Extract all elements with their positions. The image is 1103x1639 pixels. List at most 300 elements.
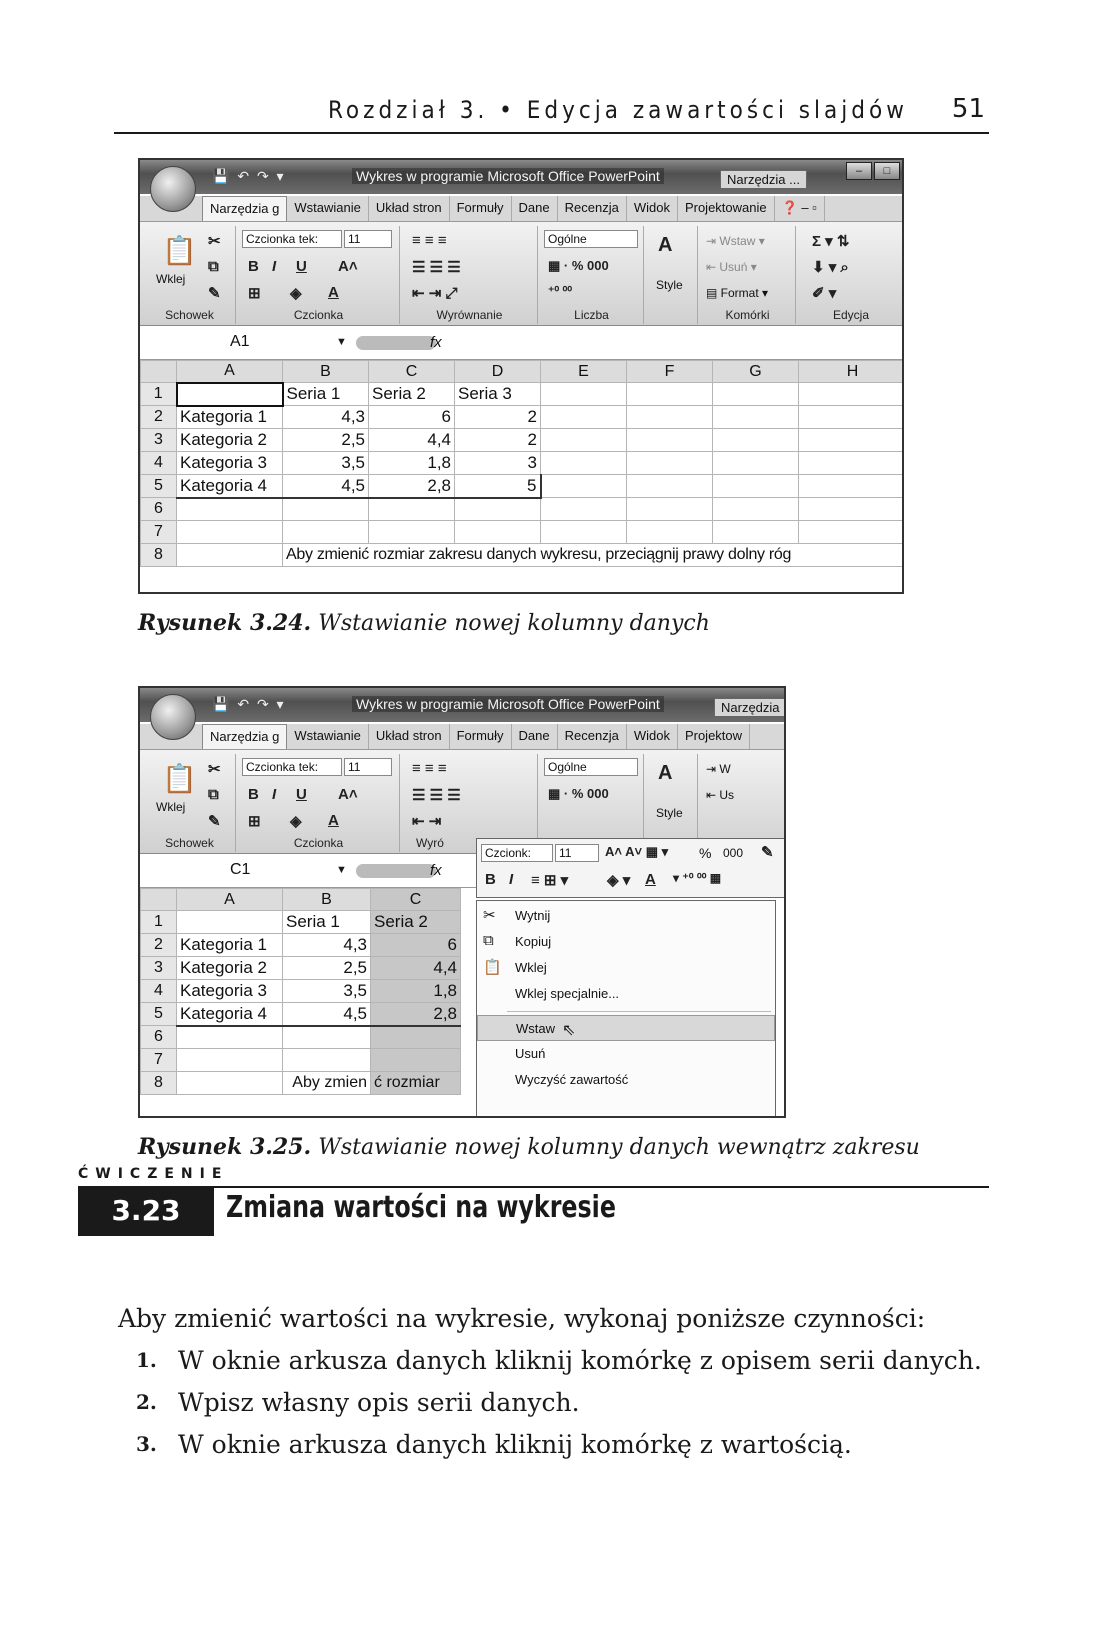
- delete-cells-label: Usuń: [719, 260, 748, 274]
- cell[interactable]: [177, 544, 283, 567]
- table-row: [141, 452, 905, 475]
- step-text: Wpisz własny opis serii danych.: [178, 1388, 580, 1417]
- indent-icon[interactable]: ⇤ ⇥ ⤢: [412, 285, 458, 302]
- running-title: Rozdział 3. • Edycja zawartości slajdów: [328, 96, 908, 124]
- range-resize-handle[interactable]: 5: [455, 475, 541, 498]
- spreadsheet-grid: [140, 888, 461, 1095]
- exercise-title: Zmiana wartości na wykresie: [226, 1190, 616, 1225]
- tab-formulas[interactable]: Formuły: [450, 196, 512, 221]
- context-menu: [476, 900, 776, 1118]
- maximize-icon[interactable]: □: [874, 162, 900, 180]
- column-header-row: [141, 889, 461, 911]
- percent-icon[interactable]: ▦ · % 000: [548, 786, 609, 801]
- menu-item-copy[interactable]: [477, 929, 775, 955]
- cell[interactable]: [177, 911, 283, 934]
- styles-button[interactable]: Style: [656, 278, 683, 292]
- tab-review[interactable]: Recenzja: [558, 724, 627, 749]
- mini-format-painter-icon[interactable]: ✎: [761, 844, 774, 861]
- cell-selected[interactable]: 4,4: [371, 957, 461, 980]
- cell[interactable]: [713, 475, 799, 498]
- resize-hint-text: Aby zmienić rozmiar zakresu danych wykresu, przeciągnij prawy dolny róg: [283, 544, 905, 567]
- column-header[interactable]: C: [369, 361, 455, 383]
- ribbon-tabs: [140, 196, 902, 222]
- bold-icon[interactable]: B: [248, 786, 259, 803]
- cell[interactable]: 2,5: [283, 957, 371, 980]
- format-painter-icon[interactable]: ✎: [208, 813, 221, 830]
- cell[interactable]: Kategoria 1: [177, 406, 283, 429]
- figure-caption-3-24: [138, 610, 710, 636]
- tab-formulas[interactable]: Formuły: [450, 724, 512, 749]
- mouse-cursor-icon: ⇖: [562, 1022, 576, 1039]
- cell[interactable]: Seria 2: [369, 383, 455, 406]
- cell[interactable]: Kategoria 3: [177, 980, 283, 1003]
- row-header[interactable]: 6: [141, 1026, 177, 1049]
- font-name-select[interactable]: Czcionka tek:: [242, 230, 342, 248]
- mini-grow-font-icon[interactable]: A˄ A˅ ▦ ▾: [605, 844, 669, 859]
- cell[interactable]: 4,4: [369, 429, 455, 452]
- formula-bar: [140, 330, 902, 360]
- table-row: [141, 980, 461, 1003]
- indent-icon[interactable]: ⇤ ⇥: [412, 813, 442, 830]
- group-font: [238, 754, 400, 852]
- paste-button[interactable]: Wklej: [156, 800, 186, 814]
- cell[interactable]: Seria 3: [455, 383, 541, 406]
- font-color-icon[interactable]: A: [328, 284, 339, 301]
- fx-icon[interactable]: fx: [430, 334, 442, 351]
- cell[interactable]: [541, 406, 627, 429]
- cell[interactable]: 4,5: [283, 1003, 371, 1026]
- insert-cells-button[interactable]: ⇥ Wstaw ▾: [706, 234, 765, 248]
- tab-design[interactable]: Projektow: [678, 724, 750, 749]
- context-tab-chart-tools[interactable]: Narzędzia: [714, 698, 786, 716]
- office-button[interactable]: [150, 166, 196, 212]
- select-all-corner[interactable]: [141, 361, 177, 383]
- tab-data[interactable]: Dane: [512, 196, 558, 221]
- decimal-icon[interactable]: ⁺⁰ ⁰⁰: [548, 284, 573, 298]
- name-box[interactable]: C1: [230, 861, 251, 878]
- group-alignment: [402, 226, 538, 324]
- cell-selected[interactable]: [371, 1049, 461, 1072]
- mini-toolbar: [476, 838, 786, 898]
- row-header[interactable]: 5: [141, 1003, 177, 1026]
- cell-a1-active[interactable]: [177, 383, 283, 406]
- borders-icon[interactable]: ⊞: [248, 285, 261, 302]
- quick-access-toolbar[interactable]: 💾 ↶ ↷ ▾: [212, 168, 286, 184]
- tab-home[interactable]: Narzędzia g: [202, 724, 287, 749]
- menu-item-label: Wklej: [515, 960, 547, 975]
- formula-bar-handle[interactable]: [356, 864, 436, 878]
- step-number: 1.: [136, 1348, 157, 1372]
- group-font: [238, 226, 400, 324]
- tab-home[interactable]: Narzędzia g: [202, 196, 287, 221]
- cell[interactable]: [713, 498, 799, 521]
- font-name-select[interactable]: Czcionka tek:: [242, 758, 342, 776]
- group-label-alignment: Wyró: [416, 836, 444, 850]
- cell[interactable]: [455, 498, 541, 521]
- insert-cells-label: Wstaw: [719, 234, 756, 248]
- exercise-label: ĆWICZENIE: [78, 1166, 229, 1182]
- caption-text: Wstawianie nowej kolumny danych: [318, 611, 710, 636]
- mini-bold-icon[interactable]: B: [485, 871, 496, 888]
- delete-cells-button[interactable]: ⇤ Usuń ▾: [706, 260, 757, 274]
- menu-item-label: Wstaw: [516, 1021, 555, 1036]
- cell[interactable]: 2,8: [369, 475, 455, 498]
- paste-button[interactable]: Wklej: [156, 272, 186, 286]
- select-all-corner[interactable]: [141, 889, 177, 911]
- fill-icon[interactable]: ⬇ ▾ ⌕: [812, 259, 849, 276]
- cell[interactable]: [713, 406, 799, 429]
- italic-icon[interactable]: I: [272, 258, 277, 275]
- column-header[interactable]: E: [541, 361, 627, 383]
- underline-icon[interactable]: U: [296, 786, 307, 803]
- cell[interactable]: [541, 383, 627, 406]
- column-header[interactable]: B: [283, 361, 369, 383]
- table-row: [141, 1003, 461, 1026]
- italic-icon[interactable]: I: [272, 786, 277, 803]
- window-title: Wykres w programie Microsoft Office PowerPoint: [352, 696, 664, 712]
- row-header[interactable]: 3: [141, 957, 177, 980]
- cell[interactable]: [713, 429, 799, 452]
- cell[interactable]: Kategoria 2: [177, 957, 283, 980]
- row-header[interactable]: 2: [141, 934, 177, 957]
- caption-text: Wstawianie nowej kolumny danych wewnątrz zakresu: [318, 1135, 920, 1160]
- mini-font-size-select[interactable]: 11: [555, 844, 599, 862]
- figure-3-24-screenshot: [138, 158, 904, 594]
- copy-icon: ⧉: [483, 932, 494, 949]
- row-header[interactable]: 1: [141, 911, 177, 934]
- group-label-clipboard: Schowek: [165, 836, 214, 850]
- name-box[interactable]: A1: [230, 333, 250, 350]
- menu-item-label: Usuń: [515, 1046, 546, 1061]
- format-cells-button[interactable]: ▤ Format ▾: [706, 286, 769, 300]
- menu-item-clear-contents[interactable]: [477, 1067, 775, 1093]
- group-label-alignment: Wyrównanie: [436, 308, 503, 322]
- cell-selected[interactable]: 1,8: [371, 980, 461, 1003]
- caption-number: Rysunek 3.24.: [138, 610, 312, 636]
- mini-align-center-icon[interactable]: ≡ ⊞ ▾: [531, 872, 569, 889]
- mini-decimal-icon[interactable]: ▾ ⁺⁰ ⁰⁰ ▦: [673, 871, 722, 885]
- cell[interactable]: [627, 521, 713, 544]
- cell-selected[interactable]: [371, 1026, 461, 1049]
- font-color-icon[interactable]: A: [328, 812, 339, 829]
- table-row: [141, 1072, 461, 1095]
- cell[interactable]: [177, 1072, 283, 1095]
- row-header[interactable]: 4: [141, 452, 177, 475]
- tab-insert[interactable]: Wstawianie: [287, 196, 368, 221]
- table-row: [141, 1049, 461, 1072]
- clear-icon[interactable]: ✐ ▾: [812, 285, 837, 302]
- step-text: W oknie arkusza danych kliknij komórkę z opisem serii danych.: [178, 1346, 982, 1375]
- menu-item-delete[interactable]: [477, 1041, 775, 1067]
- group-clipboard: [144, 754, 236, 852]
- figure-3-25-screenshot: [138, 686, 786, 1118]
- cell[interactable]: 1,8: [369, 452, 455, 475]
- grow-font-icon[interactable]: A˄: [338, 786, 358, 803]
- group-label-font: Czcionka: [293, 308, 344, 322]
- tab-view[interactable]: Widok: [627, 724, 678, 749]
- column-header[interactable]: B: [283, 889, 371, 911]
- cell[interactable]: [283, 1026, 371, 1049]
- cut-icon[interactable]: ✂: [208, 233, 221, 250]
- cell[interactable]: Seria 1: [283, 911, 371, 934]
- group-styles: [646, 226, 698, 324]
- tab-insert[interactable]: Wstawianie: [287, 724, 368, 749]
- fill-color-icon[interactable]: ◈: [290, 813, 302, 830]
- paste-icon[interactable]: 📋: [162, 235, 197, 266]
- step-number: 2.: [136, 1390, 157, 1414]
- column-header[interactable]: H: [799, 361, 905, 383]
- row-header[interactable]: 3: [141, 429, 177, 452]
- cell[interactable]: [713, 452, 799, 475]
- cell-selected[interactable]: ć rozmiar: [371, 1072, 461, 1095]
- cell[interactable]: Kategoria 2: [177, 429, 283, 452]
- cell[interactable]: 3: [455, 452, 541, 475]
- cell[interactable]: [369, 498, 455, 521]
- styles-icon[interactable]: A: [658, 762, 673, 784]
- table-row: [141, 406, 905, 429]
- column-header-selected[interactable]: C: [371, 889, 461, 911]
- cell[interactable]: [541, 521, 627, 544]
- align-top-icon[interactable]: ≡ ≡ ≡: [412, 760, 447, 777]
- exercise-number: 3.23: [78, 1186, 214, 1236]
- align-top-icon[interactable]: ≡ ≡ ≡: [412, 232, 447, 249]
- copy-icon[interactable]: ⧉: [208, 258, 219, 275]
- copy-icon[interactable]: ⧉: [208, 786, 219, 803]
- menu-item-label: Wklej specjalnie...: [515, 986, 620, 1001]
- font-size-select[interactable]: 11: [344, 230, 392, 248]
- cell[interactable]: [627, 383, 713, 406]
- row-header[interactable]: 7: [141, 1049, 177, 1072]
- cell[interactable]: [799, 429, 905, 452]
- cell[interactable]: [455, 521, 541, 544]
- mini-percent-icon[interactable]: %: [699, 845, 712, 861]
- column-header-row: [141, 361, 905, 383]
- context-tab-chart-tools[interactable]: Narzędzia ...: [720, 170, 807, 188]
- cell[interactable]: [627, 429, 713, 452]
- cell[interactable]: Kategoria 4: [177, 475, 283, 498]
- insert-cells-icon[interactable]: ⇥ W: [706, 762, 731, 776]
- bold-icon[interactable]: B: [248, 258, 259, 275]
- tab-data[interactable]: Dane: [512, 724, 558, 749]
- table-row: [141, 498, 905, 521]
- cell[interactable]: [799, 521, 905, 544]
- table-row: [141, 544, 905, 567]
- title-bar: [140, 688, 784, 722]
- table-row: [141, 911, 461, 934]
- cell[interactable]: [177, 521, 283, 544]
- formula-bar-handle[interactable]: [356, 336, 436, 350]
- grow-font-icon[interactable]: A˄: [338, 258, 358, 275]
- delete-cells-icon[interactable]: ⇤ Us: [706, 788, 735, 802]
- step-number: 3.: [136, 1432, 157, 1456]
- cell[interactable]: 2: [455, 406, 541, 429]
- exercise-intro: Aby zmienić wartości na wykresie, wykonaj poniższe czynności:: [118, 1304, 926, 1333]
- group-clipboard: [144, 226, 236, 324]
- cell[interactable]: 2: [455, 429, 541, 452]
- row-header[interactable]: 2: [141, 406, 177, 429]
- paste-icon: 📋: [483, 959, 502, 976]
- running-header: [114, 94, 989, 134]
- minimize-icon[interactable]: –: [846, 162, 872, 180]
- mini-font-select[interactable]: Czcionk:: [481, 844, 553, 862]
- group-cells: [700, 226, 796, 324]
- mini-italic-icon[interactable]: I: [509, 871, 514, 888]
- page-number: 51: [951, 94, 985, 124]
- cell[interactable]: [369, 521, 455, 544]
- group-label-editing: Edycja: [832, 308, 870, 322]
- column-header[interactable]: G: [713, 361, 799, 383]
- align-left-icon[interactable]: ☰ ☰ ☰: [412, 259, 461, 276]
- caption-number: Rysunek 3.25.: [138, 1134, 312, 1160]
- row-header[interactable]: 7: [141, 521, 177, 544]
- window-controls: [846, 162, 900, 180]
- menu-item-label: Kopiuj: [515, 934, 552, 949]
- column-header[interactable]: D: [455, 361, 541, 383]
- help-icon[interactable]: ❓ – ▫: [775, 196, 825, 221]
- name-box-dropdown-icon[interactable]: ▼: [336, 864, 347, 876]
- column-header[interactable]: A: [177, 361, 283, 383]
- table-row: [141, 521, 905, 544]
- cell[interactable]: [799, 475, 905, 498]
- autosum-icon[interactable]: Σ ▾ ⇅: [812, 233, 850, 250]
- cut-icon[interactable]: ✂: [208, 761, 221, 778]
- row-header[interactable]: 5: [141, 475, 177, 498]
- paste-icon[interactable]: 📋: [162, 763, 197, 794]
- table-row: [141, 429, 905, 452]
- row-header[interactable]: 1: [141, 383, 177, 406]
- mini-thousands-icon[interactable]: 000: [723, 846, 744, 860]
- cell[interactable]: [177, 1049, 283, 1072]
- cell[interactable]: [283, 498, 369, 521]
- format-cells-label: Format: [720, 286, 759, 300]
- group-label-cells: Komórki: [725, 308, 770, 322]
- cut-icon: ✂: [483, 907, 496, 924]
- column-header[interactable]: F: [627, 361, 713, 383]
- percent-icon[interactable]: ▦ · % 000: [548, 258, 609, 273]
- fill-color-icon[interactable]: ◈: [290, 285, 302, 302]
- styles-button[interactable]: Style: [656, 806, 683, 820]
- tab-page-layout[interactable]: Układ stron: [369, 196, 450, 221]
- table-row: [141, 475, 905, 498]
- cell[interactable]: 3,5: [283, 980, 371, 1003]
- cell-selected[interactable]: 6: [371, 934, 461, 957]
- tab-design[interactable]: Projektowanie: [678, 196, 775, 221]
- menu-item-label: Wyczyść zawartość: [515, 1072, 629, 1087]
- cell[interactable]: [541, 498, 627, 521]
- cell-selected[interactable]: 2,8: [371, 1003, 461, 1026]
- cell[interactable]: 6: [369, 406, 455, 429]
- title-bar: [140, 160, 902, 194]
- figure-caption-3-25: [138, 1134, 920, 1160]
- font-size-select[interactable]: 11: [344, 758, 392, 776]
- cell[interactable]: [627, 406, 713, 429]
- group-editing: [798, 226, 904, 324]
- menu-item-insert[interactable]: [477, 1015, 775, 1041]
- tab-page-layout[interactable]: Układ stron: [369, 724, 450, 749]
- spreadsheet-grid: [140, 360, 904, 567]
- cell[interactable]: [177, 1026, 283, 1049]
- mini-fill-color-icon[interactable]: ◈ ▾: [607, 872, 631, 889]
- number-format-select[interactable]: Ogólne: [544, 230, 638, 248]
- group-label-number: Liczba: [574, 308, 609, 322]
- cell[interactable]: [799, 406, 905, 429]
- menu-separator: [507, 1011, 771, 1012]
- menu-item-paste-special[interactable]: [477, 981, 775, 1007]
- tab-review[interactable]: Recenzja: [558, 196, 627, 221]
- cell[interactable]: Kategoria 4: [177, 1003, 283, 1026]
- ribbon-tabs: [140, 724, 784, 750]
- cell[interactable]: Kategoria 3: [177, 452, 283, 475]
- cell[interactable]: 2,5: [283, 429, 369, 452]
- cell[interactable]: Aby zmien: [283, 1072, 371, 1095]
- format-painter-icon[interactable]: ✎: [208, 285, 221, 302]
- number-format-select[interactable]: Ogólne: [544, 758, 638, 776]
- cell[interactable]: [799, 383, 905, 406]
- quick-access-toolbar[interactable]: 💾 ↶ ↷ ▾: [212, 696, 286, 712]
- step-text: W oknie arkusza danych kliknij komórkę z wartością.: [178, 1430, 852, 1459]
- name-box-dropdown-icon[interactable]: ▼: [336, 336, 347, 348]
- underline-icon[interactable]: U: [296, 258, 307, 275]
- table-row: [141, 1026, 461, 1049]
- cell[interactable]: 4,3: [283, 406, 369, 429]
- cell[interactable]: [713, 521, 799, 544]
- column-header[interactable]: A: [177, 889, 283, 911]
- cell[interactable]: 4,3: [283, 934, 371, 957]
- mini-font-color-icon[interactable]: A: [645, 871, 656, 888]
- cell[interactable]: [541, 429, 627, 452]
- menu-item-cut[interactable]: [477, 903, 775, 929]
- table-row: [141, 934, 461, 957]
- row-header[interactable]: 8: [141, 544, 177, 567]
- cell[interactable]: [541, 452, 627, 475]
- group-label-font: Czcionka: [293, 836, 344, 850]
- row-header[interactable]: 6: [141, 498, 177, 521]
- cell[interactable]: [177, 498, 283, 521]
- cell[interactable]: 3,5: [283, 452, 369, 475]
- ribbon: [140, 222, 902, 326]
- menu-item-label: Wytnij: [515, 908, 551, 923]
- align-left-icon[interactable]: ☰ ☰ ☰: [412, 787, 461, 804]
- fx-icon[interactable]: fx: [430, 862, 442, 879]
- menu-item-paste[interactable]: [477, 955, 775, 981]
- row-header[interactable]: 8: [141, 1072, 177, 1095]
- table-row: [141, 383, 905, 406]
- table-row: [141, 957, 461, 980]
- cell[interactable]: Kategoria 1: [177, 934, 283, 957]
- window-title: Wykres w programie Microsoft Office PowerPoint: [352, 168, 664, 184]
- office-button[interactable]: [150, 694, 196, 740]
- borders-icon[interactable]: ⊞: [248, 813, 261, 830]
- cell[interactable]: [713, 383, 799, 406]
- cell-selected[interactable]: Seria 2: [371, 911, 461, 934]
- cell[interactable]: Seria 1: [283, 383, 369, 406]
- cell[interactable]: [541, 475, 627, 498]
- tab-view[interactable]: Widok: [627, 196, 678, 221]
- cell[interactable]: [283, 521, 369, 544]
- cell[interactable]: 4,5: [283, 475, 369, 498]
- cell[interactable]: [627, 452, 713, 475]
- group-label-clipboard: Schowek: [165, 308, 214, 322]
- cell[interactable]: [799, 452, 905, 475]
- cell[interactable]: [283, 1049, 371, 1072]
- cell[interactable]: [627, 498, 713, 521]
- cell[interactable]: [799, 498, 905, 521]
- exercise-rule: [212, 1186, 989, 1188]
- row-header[interactable]: 4: [141, 980, 177, 1003]
- group-number: [540, 226, 644, 324]
- cell[interactable]: [627, 475, 713, 498]
- styles-icon[interactable]: A: [658, 234, 673, 256]
